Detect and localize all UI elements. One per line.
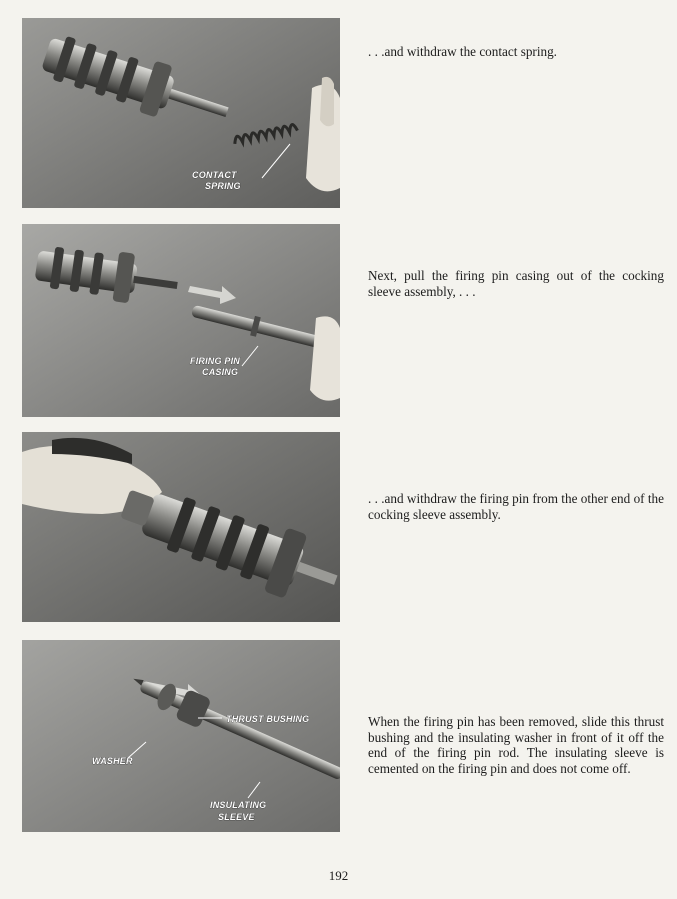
caption-thrust-bushing: When the firing pin has been removed, slide this thrust bushing and the insulating washer in front of it off the end of the firing pin rod. The insulating sleeve is cemented on the firing pin and does not come off. <box>368 714 664 776</box>
label-thrust-bushing: THRUST BUSHING <box>226 714 310 724</box>
photo-withdraw-firing-pin-image <box>22 432 340 622</box>
photo-contact-spring <box>22 18 340 208</box>
photo-contact-spring-image <box>22 18 340 208</box>
caption-firing-pin-casing: Next, pull the firing pin casing out of the cocking sleeve assembly, . . . <box>368 268 664 299</box>
label-washer: WASHER <box>92 756 133 766</box>
label-contact: CONTACT <box>192 170 237 180</box>
label-casing: CASING <box>202 367 239 377</box>
photo-withdraw-firing-pin <box>22 432 340 622</box>
label-insulating: INSULATING <box>210 800 267 810</box>
photo-thrust-bushing <box>22 640 340 832</box>
page-number: 192 <box>328 868 349 883</box>
label-sleeve: SLEEVE <box>218 812 255 822</box>
photo-firing-pin-casing <box>22 224 340 417</box>
photo-firing-pin-casing-image <box>22 224 340 417</box>
caption-contact-spring: . . .and withdraw the contact spring. <box>368 44 557 59</box>
photo-thrust-bushing-image <box>22 640 340 832</box>
caption-withdraw-firing-pin: . . .and withdraw the firing pin from the other end of the cocking sleeve assembly. <box>368 491 664 522</box>
label-firing-pin: FIRING PIN <box>190 356 241 366</box>
label-spring: SPRING <box>205 181 241 191</box>
